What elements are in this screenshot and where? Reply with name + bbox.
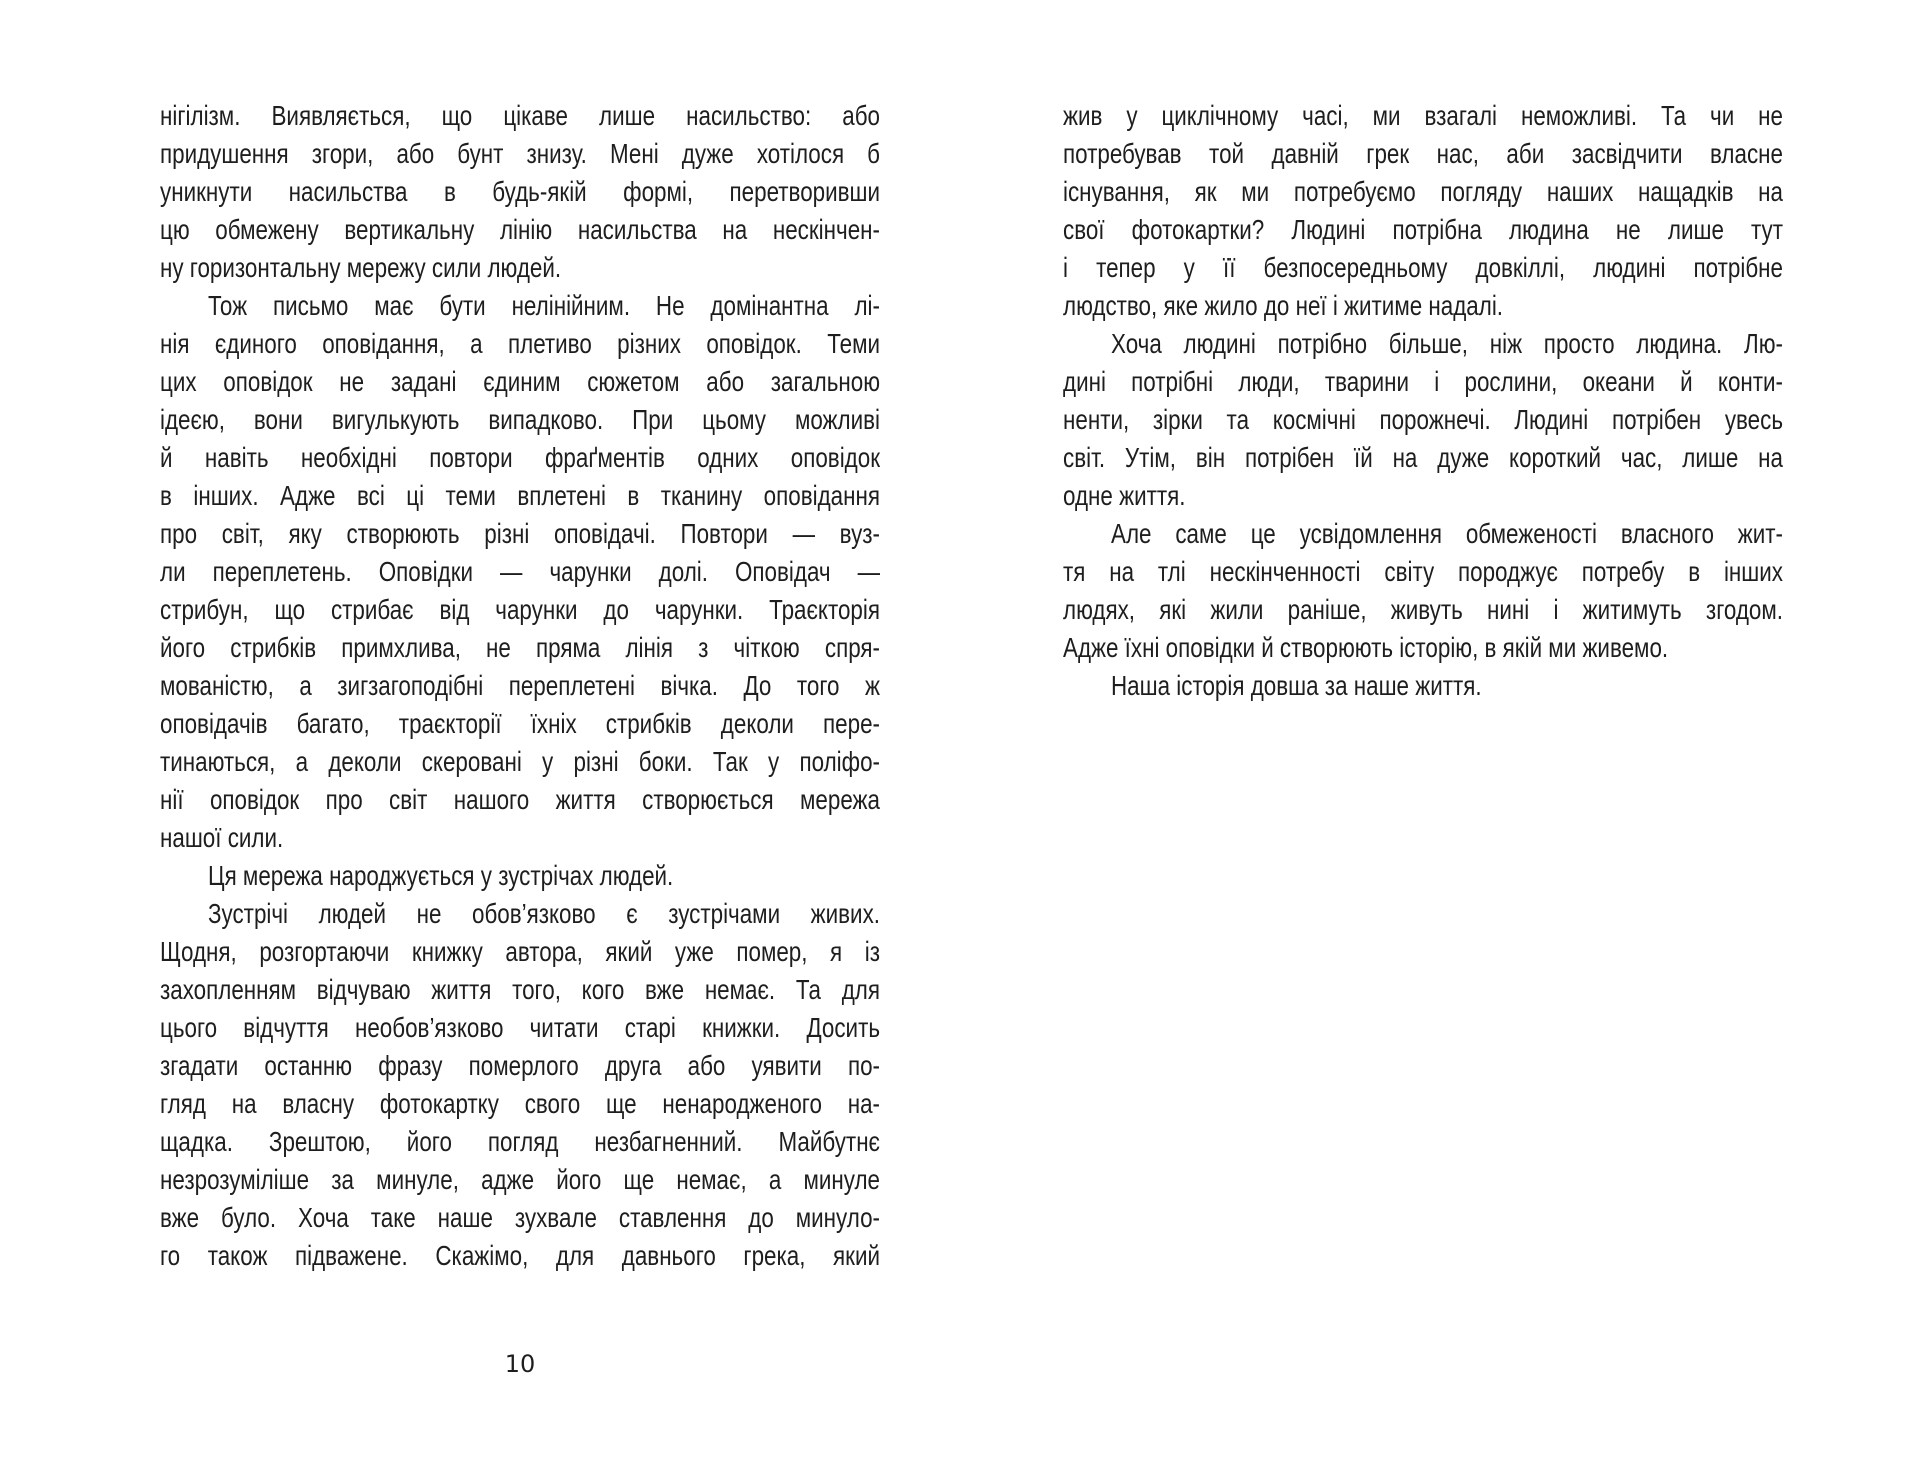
text-line: го також підважене. Скажімо, для давнього грека, який — [160, 1240, 880, 1271]
text-line: Хоча людині потрібно більше, ніж просто людина. Лю- — [1111, 328, 1783, 359]
text-line: мованістю, а зигзагоподібні переплетені вічка. До того ж — [160, 670, 880, 701]
text-line: вже було. Хоча таке наше зухвале ставлення до минуло- — [160, 1202, 880, 1233]
left-page-text — [160, 97, 880, 1275]
text-line: людях, які жили раніше, живуть нині і житимуть згодом. — [1063, 594, 1783, 625]
text-line: дині потрібні люди, тварини і рослини, океани й конти- — [1063, 366, 1783, 397]
text-line: ну горизонтальну мережу сили людей. — [160, 252, 562, 283]
text-line: придушення згори, або бунт знизу. Мені дуже хотілося б — [160, 138, 880, 169]
text-line: про світ, яку створюють різні оповідачі. Повтори — вуз- — [160, 518, 880, 549]
text-line: ідеєю, вони вигулькують випадково. При цьому можливі — [160, 404, 880, 435]
text-line: жив у циклічному часі, ми взагалі неможливі. Та чи не — [1063, 100, 1783, 131]
text-line: тинаються, а деколи скеровані у різні боки. Так у поліфо- — [160, 746, 880, 777]
text-line: світ. Утім, він потрібен їй на дуже короткий час, лише на — [1063, 442, 1783, 473]
text-line: людство, яке жило до неї і житиме надалі. — [1063, 290, 1504, 321]
text-line: нії оповідок про світ нашого життя створюється мережа — [160, 784, 880, 815]
text-line: Наша історія довша за наше життя. — [1111, 670, 1482, 701]
text-line: Тож письмо має бути нелінійним. Не домінантна лі- — [208, 290, 880, 321]
text-line: і тепер у її безпосередньому довкіллі, людині потрібне — [1063, 252, 1783, 283]
text-line: згадати останню фразу померлого друга або уявити по- — [160, 1050, 880, 1081]
text-line: потребував той давній грек нас, аби засвідчити власне — [1063, 138, 1783, 169]
text-line: щадка. Зрештою, його погляд незбагненний. Майбутнє — [160, 1126, 880, 1157]
text-line: існування, як ми потребуємо погляду наших нащадків на — [1063, 176, 1783, 207]
text-line: ли переплетень. Оповідки — чарунки долі. Оповідач — — [160, 556, 880, 587]
text-line: ненти, зірки та космічні порожнечі. Людині потрібен увесь — [1063, 404, 1783, 435]
text-line: нія єдиного оповідання, а плетиво різних оповідок. Теми — [160, 328, 880, 359]
page-number: 10 — [504, 1350, 536, 1378]
text-line: оповідачів багато, траєкторії їхніх стрибків деколи пере- — [160, 708, 880, 739]
text-line: Зустрічі людей не обов’язково є зустрічами живих. — [208, 898, 880, 929]
text-line: Адже їхні оповідки й створюють історію, в якій ми живемо. — [1063, 632, 1669, 663]
text-line: тя на тлі нескінченності світу породжує потребу в інших — [1063, 556, 1783, 587]
text-line: цих оповідок не задані єдиним сюжетом або загальною — [160, 366, 880, 397]
text-line: нігілізм. Виявляється, що цікаве лише насильство: або — [160, 100, 880, 131]
text-line: гляд на власну фотокартку свого ще ненародженого на- — [160, 1088, 880, 1119]
text-line: в інших. Адже всі ці теми вплетені в тканину оповідання — [160, 480, 880, 511]
text-line: нашої сили. — [160, 822, 284, 853]
text-line: цю обмежену вертикальну лінію насильства на нескінчен- — [160, 214, 880, 245]
text-line: Але саме це усвідомлення обмеженості власного жит- — [1111, 518, 1783, 549]
text-line: Ця мережа народжується у зустрічах людей. — [208, 860, 674, 891]
text-line: Щодня, розгортаючи книжку автора, який уже помер, я із — [160, 936, 880, 967]
text-line: й навіть необхідні повтори фраґментів одних оповідок — [160, 442, 880, 473]
right-page-text — [1063, 97, 1783, 705]
text-line: захопленням відчуваю життя того, кого вже немає. Та для — [160, 974, 880, 1005]
text-line: незрозуміліше за минуле, адже його ще немає, а минуле — [160, 1164, 880, 1195]
text-line: одне життя. — [1063, 480, 1186, 511]
text-line: свої фотокартки? Людині потрібна людина не лише тут — [1063, 214, 1783, 245]
text-line: стрибун, що стрибає від чарунки до чарунки. Траєкторія — [160, 594, 880, 625]
text-line: цього відчуття необов’язково читати старі книжки. Досить — [160, 1012, 880, 1043]
text-line: уникнути насильства в будь-якій формі, перетворивши — [160, 176, 880, 207]
text-line: його стрибків примхлива, не пряма лінія з чіткою спря- — [160, 632, 880, 663]
